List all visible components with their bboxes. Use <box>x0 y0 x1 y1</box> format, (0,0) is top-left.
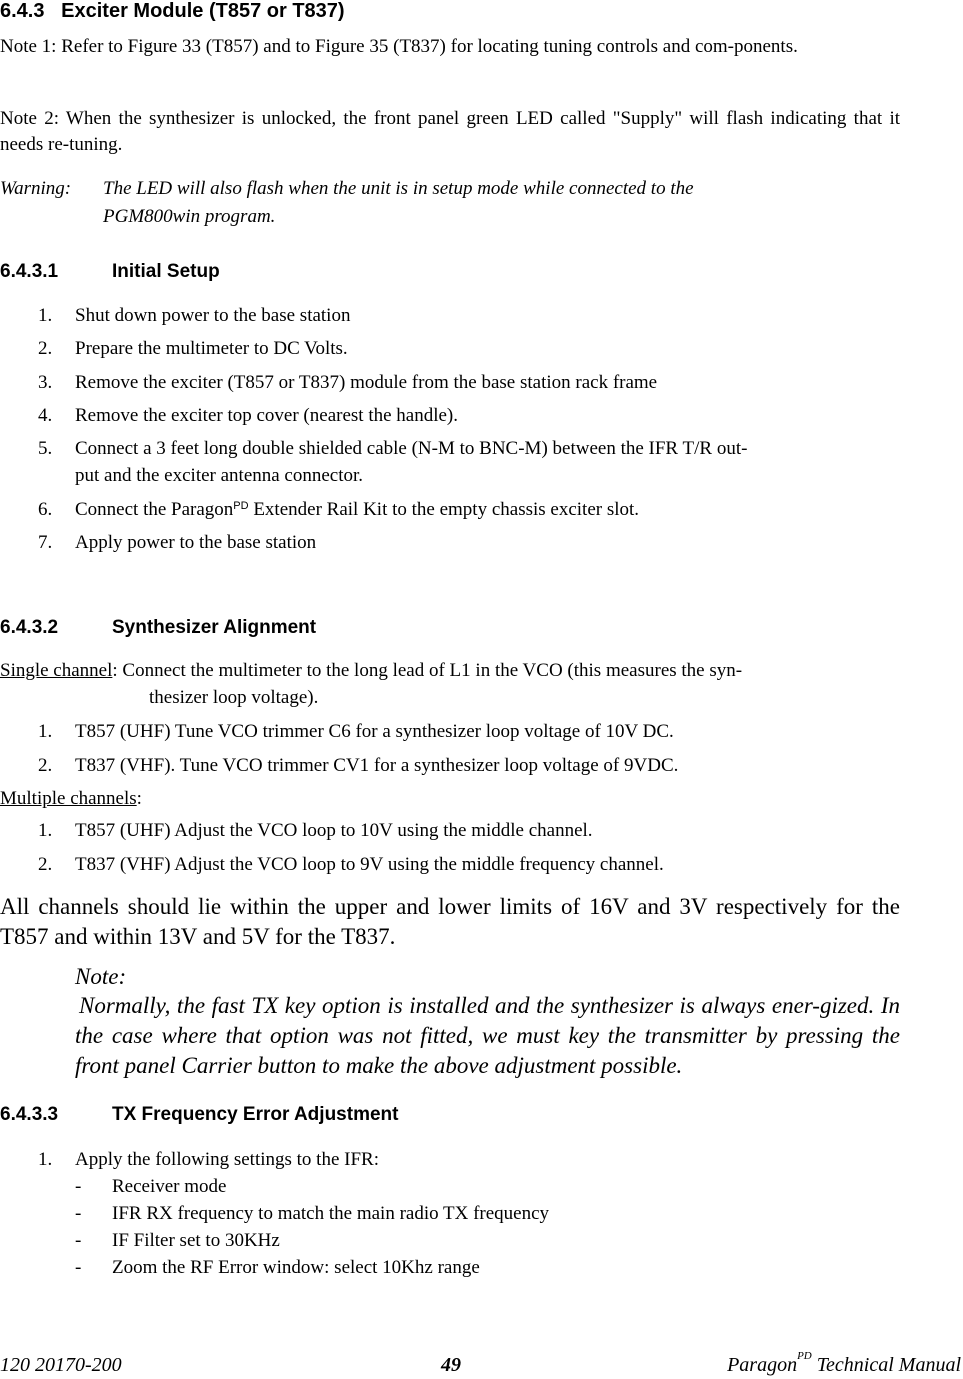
setup-step-5-text-cont: put and the exciter antenna connector. <box>75 465 364 486</box>
tx-title: TX Frequency Error Adjustment <box>112 1104 399 1125</box>
tx-bullet-1: Receiver mode <box>112 1176 227 1197</box>
single-channel-text-cont: thesizer loop voltage). <box>149 687 319 708</box>
warning-text-line1: The LED will also flash when the unit is in setup mode while connected to the <box>103 178 694 199</box>
setup-step-2-number: 2. <box>38 338 53 359</box>
setup-step-5-text: Connect a 3 feet long double shielded cable (N-M to BNC-M) between the IFR T/R out- <box>75 438 748 459</box>
section-heading <box>0 0 345 23</box>
note-text: Normally, the fast TX key option is installed and the synthesizer is always ener-gized. In the case where that option was not fitted, we must key the transmitter by pressing the front panel Carrier button to make the above adjustment possible. <box>75 993 900 1078</box>
multi-step-1-number: 1. <box>38 820 53 841</box>
single-channel-text: : Connect the multimeter to the long lead of L1 in the VCO (this measures the syn- <box>112 660 743 681</box>
warning-label: Warning: <box>0 178 72 199</box>
synth-title: Synthesizer Alignment <box>112 617 317 638</box>
section-title: Exciter Module (T857 or T837) <box>61 0 345 22</box>
multi-step-2-number: 2. <box>38 854 53 875</box>
setup-step-5-number: 5. <box>38 438 53 459</box>
tx-bullet-4: Zoom the RF Error window: select 10Khz range <box>112 1257 480 1278</box>
initial-setup-title: Initial Setup <box>112 261 220 282</box>
note-label: Note: <box>75 964 127 989</box>
setup-step-6-number: 6. <box>38 499 53 520</box>
section-number: 6.4.3 <box>0 0 45 22</box>
setup-step-7-number: 7. <box>38 532 53 553</box>
single-channel-line <box>0 658 742 684</box>
single-channel-label: Single channel <box>0 660 113 681</box>
footer-page-number: 49 <box>441 1354 461 1376</box>
footer-manual-title: Paragon$^{PD}$ Technical Manual <box>727 1350 961 1376</box>
bullet-dash: - <box>75 1203 82 1224</box>
single-step-2-number: 2. <box>38 755 53 776</box>
warning-text-line2: PGM800win program. <box>103 206 276 227</box>
note-2: Note 2: When the synthesizer is unlocked, the front panel green LED called "Supply" will flash indicating that it needs re-tuning. <box>0 108 900 155</box>
single-step-2-text: T837 (VHF). Tune VCO trimmer CV1 for a synthesizer loop voltage of 9VDC. <box>75 755 679 776</box>
setup-step-2-text: Prepare the multimeter to DC Volts. <box>75 338 348 359</box>
setup-step-4-number: 4. <box>38 405 53 426</box>
multi-step-1-text: T857 (UHF) Adjust the VCO loop to 10V using the middle channel. <box>75 820 593 841</box>
setup-step-6-text: Connect the Paragon$^{PD}$ Extender Rail Kit to the empty chassis exciter slot. <box>75 499 640 520</box>
initial-setup-number: 6.4.3.1 <box>0 261 59 282</box>
setup-step-4-text: Remove the exciter top cover (nearest the handle). <box>75 405 458 426</box>
single-step-1-text: T857 (UHF) Tune VCO trimmer C6 for a synthesizer loop voltage of 10V DC. <box>75 721 674 742</box>
footer-doc-number: 120 20170-200 <box>0 1354 122 1376</box>
synth-number: 6.4.3.2 <box>0 617 59 638</box>
setup-step-3-number: 3. <box>38 372 53 393</box>
setup-step-1-text: Shut down power to the base station <box>75 305 351 326</box>
bullet-dash: - <box>75 1230 82 1251</box>
note-1: Note 1: Refer to Figure 33 (T857) and to Figure 35 (T837) for locating tuning controls and com-ponents. <box>0 36 798 57</box>
single-step-1-number: 1. <box>38 721 53 742</box>
multiple-channels-label: Multiple channels <box>0 788 137 809</box>
bullet-dash: - <box>75 1176 82 1197</box>
multi-step-2-text: T837 (VHF) Adjust the VCO loop to 9V using the middle frequency channel. <box>75 854 664 875</box>
channel-limits-paragraph: All channels should lie within the upper and lower limits of 16V and 3V respectively for the T857 and within 13V and 5V for the T837. <box>0 894 900 949</box>
bullet-dash: - <box>75 1257 82 1278</box>
tx-step-1-number: 1. <box>38 1149 53 1170</box>
tx-bullet-3: IF Filter set to 30KHz <box>112 1230 280 1251</box>
tx-bullet-2: IFR RX frequency to match the main radio TX frequency <box>112 1203 550 1224</box>
setup-step-3-text: Remove the exciter (T857 or T837) module from the base station rack frame <box>75 372 658 393</box>
multiple-channels-line: Multiple channels: <box>0 788 142 809</box>
setup-step-1-number: 1. <box>38 305 53 326</box>
tx-step-1-text: Apply the following settings to the IFR: <box>75 1149 379 1170</box>
tx-number: 6.4.3.3 <box>0 1104 59 1125</box>
setup-step-7-text: Apply power to the base station <box>75 532 317 553</box>
pd-superscript: PD <box>233 500 249 512</box>
